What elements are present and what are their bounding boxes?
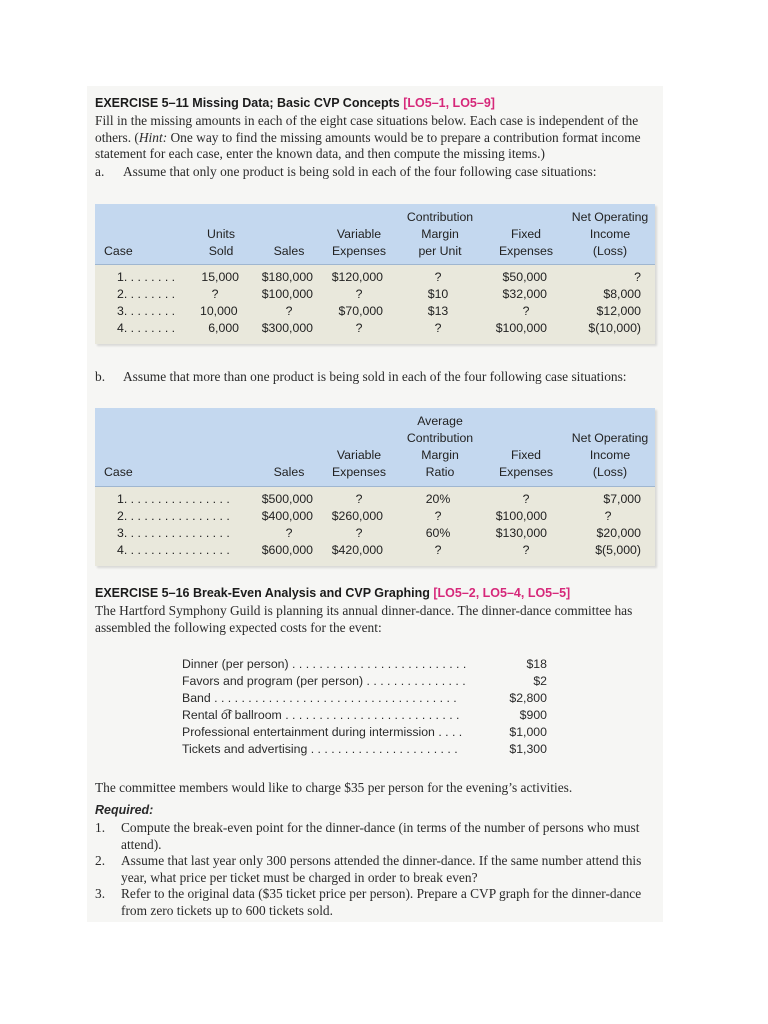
part-a-instruction: a. Assume that only one product is being sold in each of the four following case situations: bbox=[95, 164, 597, 179]
header-cm-2: Margin bbox=[421, 227, 459, 241]
header-variable-2: Expenses bbox=[331, 244, 386, 258]
header-fixed-2: Expenses bbox=[498, 465, 553, 479]
exercise-5-16-heading bbox=[95, 586, 570, 600]
header-noi-1: Net Operating bbox=[571, 210, 649, 224]
header-cmr-1: Average bbox=[417, 414, 463, 428]
cost-list bbox=[182, 656, 572, 760]
learning-objectives-ref: [LO5–2, LO5–4, LO5–5] bbox=[433, 586, 571, 600]
learning-objectives-ref: [LO5–1, LO5–9] bbox=[403, 96, 495, 110]
exercise-title: EXERCISE 5–16 Break-Even Analysis and CVP Graphing bbox=[95, 586, 430, 600]
header-sales: Sales bbox=[273, 465, 305, 479]
header-cm-1: Contribution bbox=[406, 210, 474, 224]
ticket-price-text: The committee members would like to charge $35 per person for the evening’s activities. bbox=[95, 780, 573, 795]
cost-row: Band . . . . . . . . . . . . . . . . . . . . . . . . . . . . . . . . . . . . $2,800 bbox=[182, 691, 547, 705]
header-case: Case bbox=[104, 465, 133, 479]
table-b: Case Sales Variable Expenses Average Contribution Margin Ratio Fixed Expenses Net Operating Income (Loss) 1. . . . . . . . . . . . . . . . $500,000 ? 20% ? $7,000 2. . . . . . . . . . . . . . . . $400,000 $260,000 ? $100,000 ? 3. . . . . . . . . . . . . . . . ? ? 60% $130,000 $20,000 4. . . . . . . . . . . . . . . . $600,000 $420,000 ? ? $(5,000) bbox=[95, 408, 655, 566]
table-b-header bbox=[95, 408, 655, 487]
required-label: Required: bbox=[95, 803, 154, 817]
list-item: 2. Assume that last year only 300 persons attended the dinner-dance. If the same number attend this year, what price per ticket must be charged in order to break even? bbox=[95, 853, 642, 885]
header-cm-3: per Unit bbox=[418, 244, 462, 258]
exercise-title: EXERCISE 5–11 Missing Data; Basic CVP Concepts bbox=[95, 96, 400, 110]
list-item: 3. Refer to the original data ($35 ticket price per person). Prepare a CVP graph for the dinner-dance from zero tickets up to 600 tickets sold. bbox=[95, 886, 642, 918]
header-noi-2: Income bbox=[589, 227, 631, 241]
textbook-page bbox=[87, 86, 663, 922]
table-a: Case Units Sold Sales Variable Expenses Contribution Margin per Unit Fixed Expenses Net Operating Income (Loss) 1. . . . . . . . 15,000 $180,000 $120,000 ? $50,000 ? 2. . . . . . . . ? $100,000 ? $10 $32,000 $8,000 3. . . . . . . . 10,000 ? $70,000 $13 ? $12,000 4. . . . . . . . 6,000 $300,000 ? ? $100,000 $(10,000) bbox=[95, 204, 655, 344]
header-noi-1: Net Operating bbox=[571, 431, 649, 445]
cost-row: Professional entertainment during intermission . . . . $1,000 bbox=[182, 725, 547, 739]
cost-row: Rental o͡f ballroom . . . . . . . . . . . . . . . . . . . . . . . . . . $900 bbox=[182, 708, 547, 722]
header-cmr-4: Ratio bbox=[425, 465, 455, 479]
header-cmr-2: Contribution bbox=[406, 431, 474, 445]
header-variable-1: Variable bbox=[336, 227, 382, 241]
exercise-intro: Fill in the missing amounts in each of the eight case situations below. Each case is independent of the others. (Hint: One way to find the missing amounts would be to prepare a contribution format income statement for each case, enter the known data, and then compute the missing items.) bbox=[95, 113, 641, 161]
header-case: Case bbox=[104, 244, 133, 258]
header-units-2: Sold bbox=[208, 244, 234, 258]
header-cmr-3: Margin bbox=[421, 448, 459, 462]
header-noi-3: (Loss) bbox=[592, 465, 628, 479]
exercise-intro: The Hartford Symphony Guild is planning its annual dinner-dance. The dinner-dance committee has assembled the following expected costs for the event: bbox=[95, 603, 633, 635]
header-units-1: Units bbox=[206, 227, 236, 241]
header-fixed-1: Fixed bbox=[510, 227, 542, 241]
table-a-header bbox=[95, 204, 655, 265]
header-variable-2: Expenses bbox=[331, 465, 386, 479]
header-sales: Sales bbox=[273, 244, 305, 258]
header-noi-2: Income bbox=[589, 448, 631, 462]
header-variable-1: Variable bbox=[336, 448, 382, 462]
header-noi-3: (Loss) bbox=[592, 244, 628, 258]
cost-row: Tickets and advertising . . . . . . . . . . . . . . . . . . . . . . $1,300 bbox=[182, 742, 547, 756]
exercise-5-11-heading bbox=[95, 96, 495, 110]
part-b-instruction: b. Assume that more than one product is being sold in each of the four following case situations: bbox=[95, 369, 627, 384]
header-fixed-2: Expenses bbox=[498, 244, 553, 258]
cost-row: Dinner (per person) . . . . . . . . . . . . . . . . . . . . . . . . . . $18 bbox=[182, 657, 547, 671]
cost-row: Favors and program (per person) . . . . . . . . . . . . . . . $2 bbox=[182, 674, 547, 688]
list-item: 1. Compute the break-even point for the dinner-dance (in terms of the number of persons who must attend). bbox=[95, 820, 640, 852]
header-fixed-1: Fixed bbox=[510, 448, 542, 462]
